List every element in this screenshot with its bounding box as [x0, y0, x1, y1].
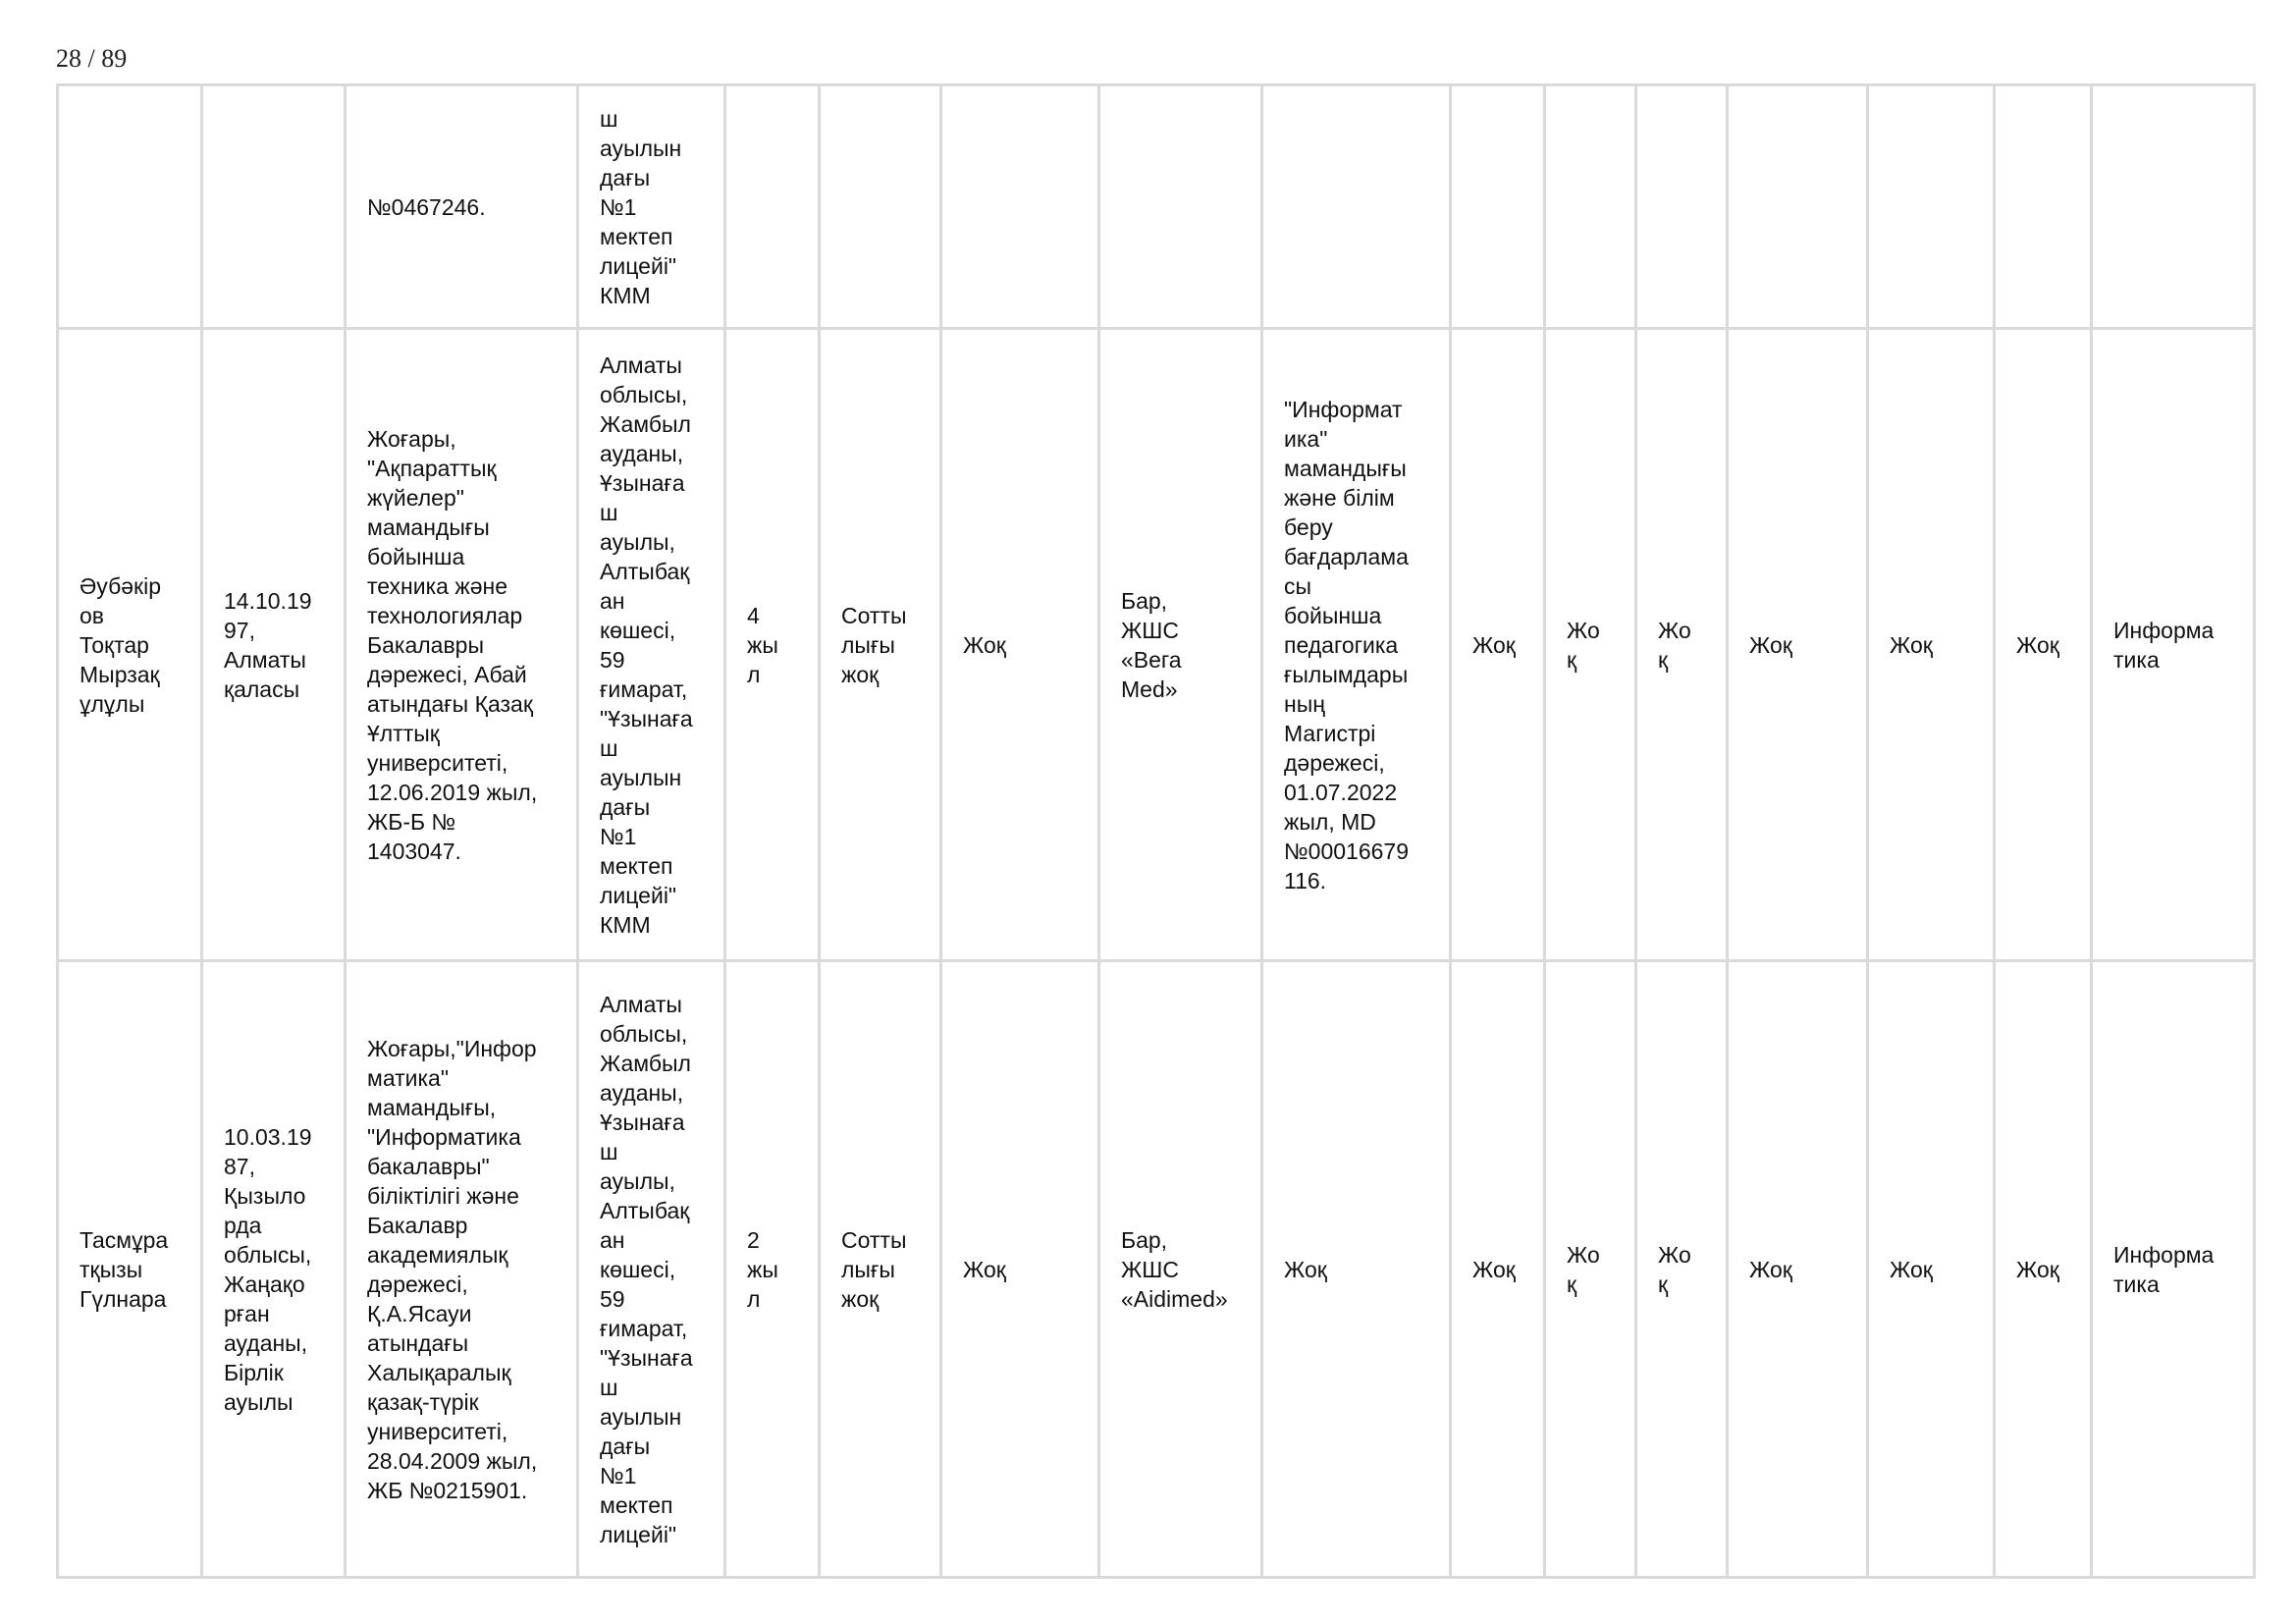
subject-cell: Информа тика	[2092, 329, 2255, 961]
table-cell-col-7: Жоқ	[941, 329, 1099, 961]
table-cell-col-10: Жоқ	[1451, 329, 1545, 961]
table-cell-col-9: "Информат ика" мамандығы және білім беру бағдарлама сы бойынша педагогика ғылымдары ның Магистрі дәрежесі, 01.07.2022 жыл, MD №00016679 116.	[1262, 329, 1451, 961]
education-cell: Жоғары, "Ақпараттық жүйелер" мамандығы бойынша техника және технологиялар Бакалавры дәрежесі, Абай атындағы Қазақ Ұлттық университеті, 12.06.2019 жыл, ЖБ-Б № 1403047.	[346, 329, 578, 961]
table-cell-col-10: Жоқ	[1451, 961, 1545, 1578]
table-cell-col-14: Жоқ	[1868, 961, 1995, 1578]
birth-cell: 14.10.19 97, Алматы қаласы	[202, 329, 346, 961]
table-cell-col-7: Жоқ	[941, 961, 1099, 1578]
table-cell-col-9	[1262, 85, 1451, 329]
page-counter: 28 / 89	[56, 44, 128, 73]
table-cell-col-15: Жоқ	[1995, 329, 2092, 961]
table-row	[58, 329, 2255, 961]
experience-cell: 4 жы л	[725, 329, 820, 961]
record-cell	[820, 85, 941, 329]
name-cell	[58, 85, 202, 329]
birth-cell: 10.03.19 87, Қызыло рда облысы, Жаңақо рған ауданы, Бірлік ауылы	[202, 961, 346, 1578]
experience-cell: 2 жы л	[725, 961, 820, 1578]
education-cell: №0467246.	[346, 85, 578, 329]
table-cell-col-13: Жоқ	[1728, 961, 1868, 1578]
table-cell-col-15	[1995, 85, 2092, 329]
data-table	[56, 83, 2256, 1579]
record-cell: Сотты лығы жоқ	[820, 961, 941, 1578]
table-cell-col-11: Жо қ	[1545, 329, 1636, 961]
table-cell-col-8	[1099, 85, 1262, 329]
table-cell-col-14	[1868, 85, 1995, 329]
birth-cell	[202, 85, 346, 329]
workplace-cell: Алматы облысы, Жамбыл ауданы, Ұзынаға ш ауылы, Алтыбақ ан көшесі, 59 ғимарат, "Ұзынаға ш ауылын дағы №1 мектеп лицейі"	[578, 961, 725, 1578]
table-cell-col-12: Жо қ	[1636, 329, 1728, 961]
table-cell-col-12: Жо қ	[1636, 961, 1728, 1578]
table-cell-col-8: Бар, ЖШС «Aidimed»	[1099, 961, 1262, 1578]
table-cell-col-12	[1636, 85, 1728, 329]
table-cell-col-11	[1545, 85, 1636, 329]
education-cell: Жоғары,"Инфор матика" мамандығы, "Информатика бакалавры" біліктілігі және Бакалавр академиялық дәрежесі, Қ.А.Ясауи атындағы Халықаралық қазақ-түрік университеті, 28.04.2009 жыл, ЖБ №0215901.	[346, 961, 578, 1578]
table-cell-col-10	[1451, 85, 1545, 329]
table-cell-col-9: Жоқ	[1262, 961, 1451, 1578]
table-cell-col-8: Бар, ЖШС «Вега Med»	[1099, 329, 1262, 961]
table-cell-col-11: Жо қ	[1545, 961, 1636, 1578]
table-cell-col-15: Жоқ	[1995, 961, 2092, 1578]
table-row	[58, 961, 2255, 1578]
name-cell: Тасмұра тқызы Гүлнара	[58, 961, 202, 1578]
workplace-cell: Алматы облысы, Жамбыл ауданы, Ұзынаға ш ауылы, Алтыбақ ан көшесі, 59 ғимарат, "Ұзынаға ш ауылын дағы №1 мектеп лицейі" КММ	[578, 329, 725, 961]
subject-cell	[2092, 85, 2255, 329]
record-cell: Сотты лығы жоқ	[820, 329, 941, 961]
workplace-cell: ш ауылын дағы №1 мектеп лицейі" КММ	[578, 85, 725, 329]
subject-cell: Информа тика	[2092, 961, 2255, 1578]
experience-cell	[725, 85, 820, 329]
table-cell-col-13: Жоқ	[1728, 329, 1868, 961]
name-cell: Әубәкір ов Тоқтар Мырзақ ұлұлы	[58, 329, 202, 961]
table-cell-col-13	[1728, 85, 1868, 329]
table-cell-col-7	[941, 85, 1099, 329]
table-cell-col-14: Жоқ	[1868, 329, 1995, 961]
table-row	[58, 85, 2255, 329]
